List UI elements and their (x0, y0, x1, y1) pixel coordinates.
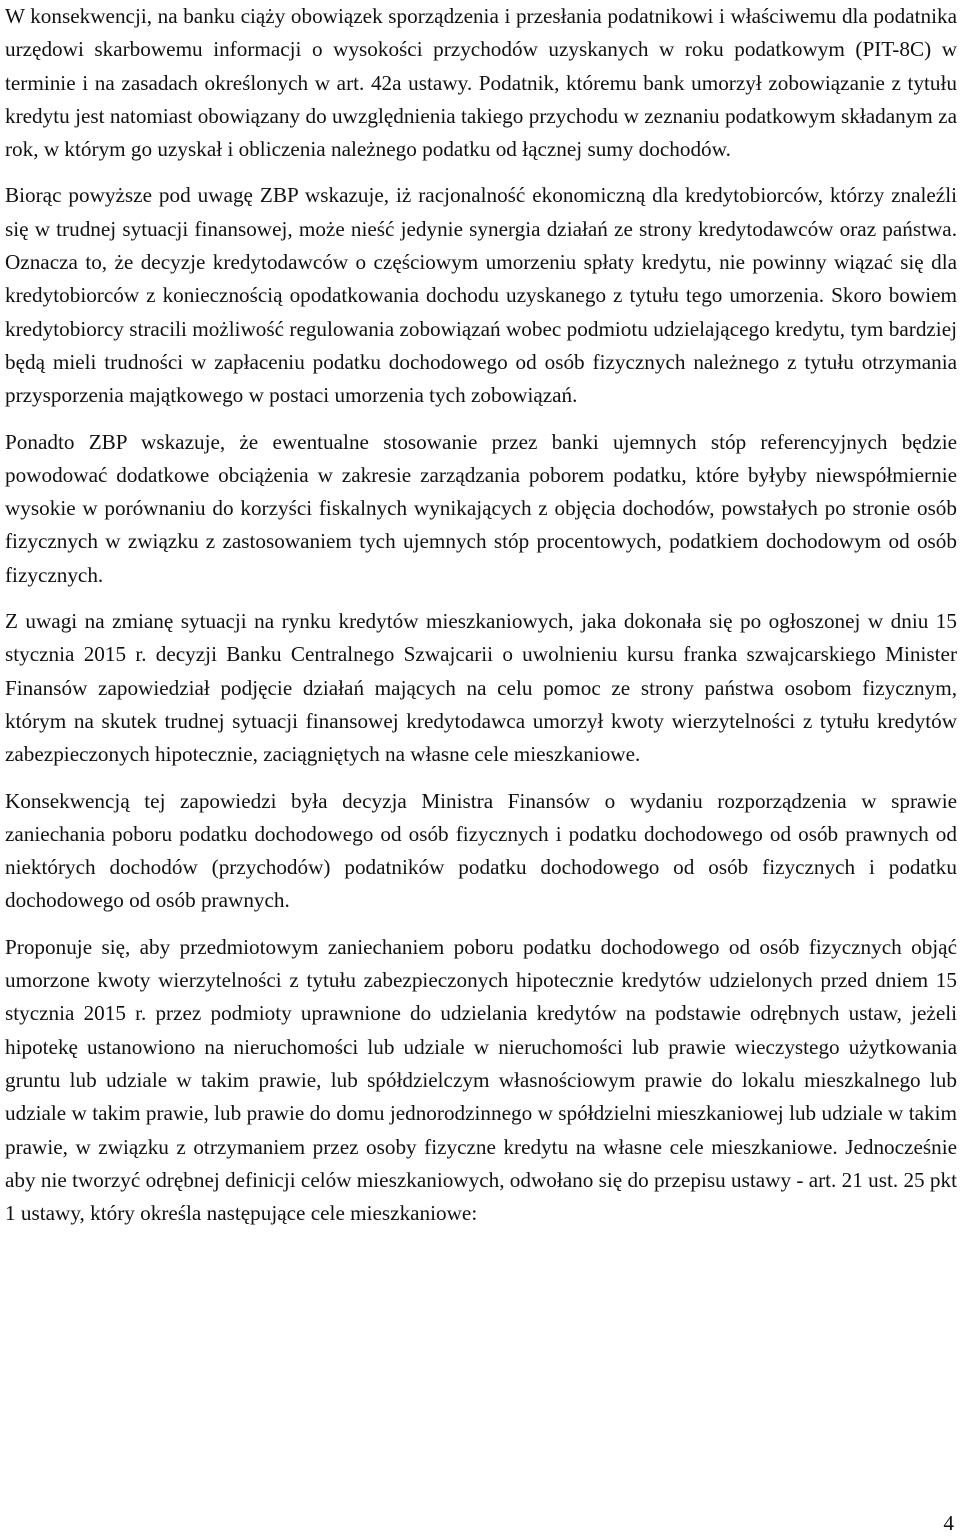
paragraph-zbp-synergy: Biorąc powyższe pod uwagę ZBP wskazuje, iż racjonalność ekonomiczną dla kredytobiorców, którzy znaleźli się w trudnej sytuacji finansowej, może nieść jedynie synergia działań ze strony kredytodawców oraz państwa. Oznacza to, że decyzje kredytodawców o częściowym umorzeniu spłaty kredytu, nie powinny wiązać się dla kredytobiorców z koniecznością opodatkowania dochodu uzyskanego z tytułu tego umorzenia. Skoro bowiem kredytobiorcy stracili możliwość regulowania zobowiązań wobec podmiotu udzielającego kredytu, tym bardziej będą mieli trudności w zapłaceniu podatku dochodowego od osób fizycznych należnego z tytułu otrzymania przysporzenia majątkowego w postaci umorzenia tych zobowiązań. (5, 183, 957, 408)
page-number: 4 (943, 1511, 954, 1535)
paragraph-swiss-franc: Z uwagi na zmianę sytuacji na rynku kredytów mieszkaniowych, jaka dokonała się po ogłoszonej w dniu 15 stycznia 2015 r. decyzji Banku Centralnego Szwajcarii o uwolnieniu kursu franka szwajcarskiego Minister Finansów zapowiedział podjęcie działań mających na celu pomoc ze strony państwa osobom fizycznym, którym na skutek trudnej sytuacji finansowej kredytodawca umorzył kwoty wierzytelności z tytułu kredytów zabezpieczonych hipotecznie, zaciągniętych na własne cele mieszkaniowe. (5, 609, 957, 767)
paragraph-negative-rates: Ponadto ZBP wskazuje, że ewentualne stosowanie przez banki ujemnych stóp referencyjnych będzie powodować dodatkowe obciążenia w zakresie zarządzania poborem podatku, które byłyby niewspółmiernie wysokie w porównaniu do korzyści fiskalnych wynikających z objęcia dochodów, powstałych po stronie osób fizycznych w związku z zastosowaniem tych ujemnych stóp procentowych, podatkiem dochodowym od osób fizycznych. (5, 429, 957, 587)
paragraph-tax-obligation: W konsekwencji, na banku ciąży obowiązek sporządzenia i przesłania podatnikowi i właściwemu dla podatnika urzędowi skarbowemu informacji o wysokości przychodów uzyskanych w roku podatkowym (PIT-8C) w terminie i na zasadach określonych w art. 42a ustawy. Podatnik, któremu bank umorzył zobowiązanie z tytułu kredytu jest natomiast obowiązany do uwzględnienia takiego przychodu w zeznaniu podatkowym składanym za rok, w którym go uzyskał i obliczenia należnego podatku od łącznej sumy dochodów. (5, 4, 957, 162)
paragraph-proposal: Proponuje się, aby przedmiotowym zaniechaniem poboru podatku dochodowego od osób fizycznych objąć umorzone kwoty wierzytelności z tytułu zabezpieczonych hipotecznie kredytów udzielonych przed dniem 15 stycznia 2015 r. przez podmioty uprawnione do udzielania kredytów na podstawie odrębnych ustaw, jeżeli hipotekę ustanowiono na nieruchomości lub udziale w nieruchomości lub prawie wieczystego użytkowania gruntu lub udziale w takim prawie, lub spółdzielczym własnościowym prawie do lokalu mieszkalnego lub udziale w takim prawie, lub prawie do domu jednorodzinnego w spółdzielni mieszkaniowej lub udziale w takim prawie, w związku z otrzymaniem przez osoby fizyczne kredytu na własne cele mieszkaniowe. Jednocześnie aby nie tworzyć odrębnej definicji celów mieszkaniowych, odwołano się do przepisu ustawy - art. 21 ust. 25 pkt 1 ustawy, który określa następujące cele mieszkaniowe: (5, 934, 958, 1226)
paragraph-regulation-decision: Konsekwencją tej zapowiedzi była decyzja Ministra Finansów o wydaniu rozporządzenia w sprawie zaniechania poboru podatku dochodowego od osób fizycznych i podatku dochodowego od osób prawnych od niektórych dochodów (przychodów) podatników podatku dochodowego od osób fizycznych i podatku dochodowego od osób prawnych. (5, 788, 957, 913)
document-page (5, 0, 957, 1243)
